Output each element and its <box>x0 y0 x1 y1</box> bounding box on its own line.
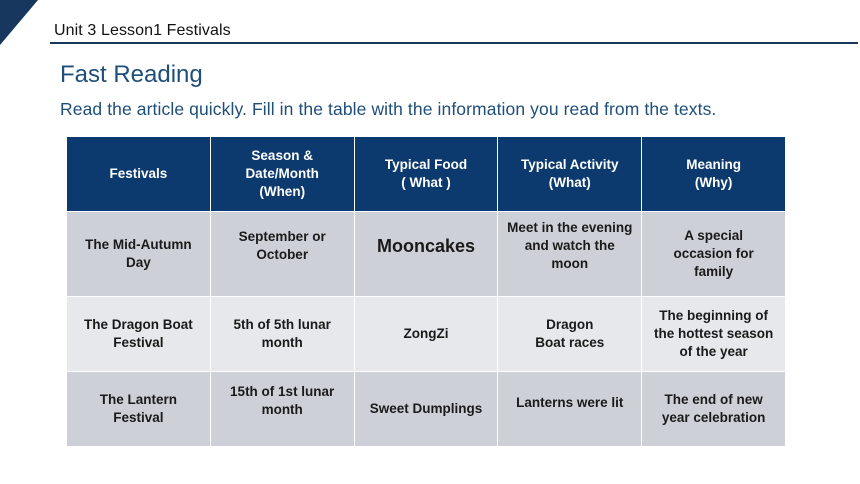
cell-food <box>354 212 498 297</box>
cell-line: of the year <box>679 344 748 359</box>
cell-line: year celebration <box>661 410 766 425</box>
cell-line: Lanterns were lit <box>516 395 624 410</box>
table-row <box>67 372 786 447</box>
header-meaning <box>642 137 786 212</box>
cell-line: family <box>694 264 734 279</box>
corner-decoration <box>0 0 38 45</box>
cell-line: 5th of 5th lunar <box>233 317 331 332</box>
header-food <box>354 137 498 212</box>
instruction-text: Read the article quickly. Fill in the table with the information you read from the texts. <box>60 99 717 119</box>
cell-line: Dragon <box>546 317 594 332</box>
header-line: (What) <box>548 175 591 190</box>
header-line: Typical Food <box>384 157 468 172</box>
cell-line: 15th of 1st lunar <box>230 384 335 399</box>
header-activity <box>498 137 642 212</box>
cell-line: The Lantern Festival <box>99 392 178 425</box>
cell-meaning <box>642 212 786 297</box>
festival-table <box>66 136 786 447</box>
header-line: ( What ) <box>401 175 451 190</box>
cell-line: the hottest season <box>653 326 774 341</box>
cell-line: Day <box>126 255 151 270</box>
cell-line: month <box>261 335 303 350</box>
cell-line: A special <box>684 228 743 243</box>
header-title: Unit 3 Lesson1 Festivals <box>54 22 231 39</box>
header-festivals <box>67 137 211 212</box>
cell-line: The end of new <box>664 392 763 407</box>
cell-food <box>354 372 498 447</box>
header-line: (Why) <box>694 175 733 190</box>
cell-festival <box>67 212 211 297</box>
cell-line: September or <box>238 229 326 244</box>
header-line: (When) <box>259 184 306 199</box>
cell-line: occasion for <box>673 246 754 261</box>
header-line: Season & <box>251 148 313 163</box>
table-row <box>67 297 786 372</box>
cell-line: October <box>256 247 309 262</box>
cell-line: The Mid-Autumn <box>85 237 192 252</box>
header-line: Meaning <box>686 157 741 172</box>
cell-meaning <box>642 372 786 447</box>
table-header-row <box>67 137 786 212</box>
cell-line: The Dragon Boat <box>84 317 193 332</box>
cell-line: The beginning of <box>659 308 768 323</box>
cell-when <box>210 297 354 372</box>
header-line: Date/Month <box>245 166 319 181</box>
cell-festival <box>67 372 211 447</box>
cell-line: Boat races <box>535 335 605 350</box>
cell-line: ZongZi <box>403 326 449 341</box>
cell-line: Meet in the evening <box>507 220 633 235</box>
cell-line: month <box>261 402 303 417</box>
cell-when <box>210 212 354 297</box>
header-line: Festivals <box>109 166 168 181</box>
cell-line: moon <box>551 256 589 271</box>
cell-when <box>210 372 354 447</box>
header-line: Typical Activity <box>521 157 619 172</box>
cell-line: Sweet Dumplings <box>369 401 483 416</box>
slide-title: Fast Reading <box>60 61 203 88</box>
cell-line: Festival <box>113 335 164 350</box>
cell-festival <box>67 297 211 372</box>
cell-line: and watch the <box>524 238 615 253</box>
header-divider <box>50 42 858 44</box>
cell-activity <box>498 212 642 297</box>
cell-food <box>354 297 498 372</box>
cell-activity <box>498 372 642 447</box>
header-when <box>210 137 354 212</box>
table-row <box>67 212 786 297</box>
cell-activity <box>498 297 642 372</box>
cell-line: Mooncakes <box>376 236 476 256</box>
cell-meaning <box>642 297 786 372</box>
